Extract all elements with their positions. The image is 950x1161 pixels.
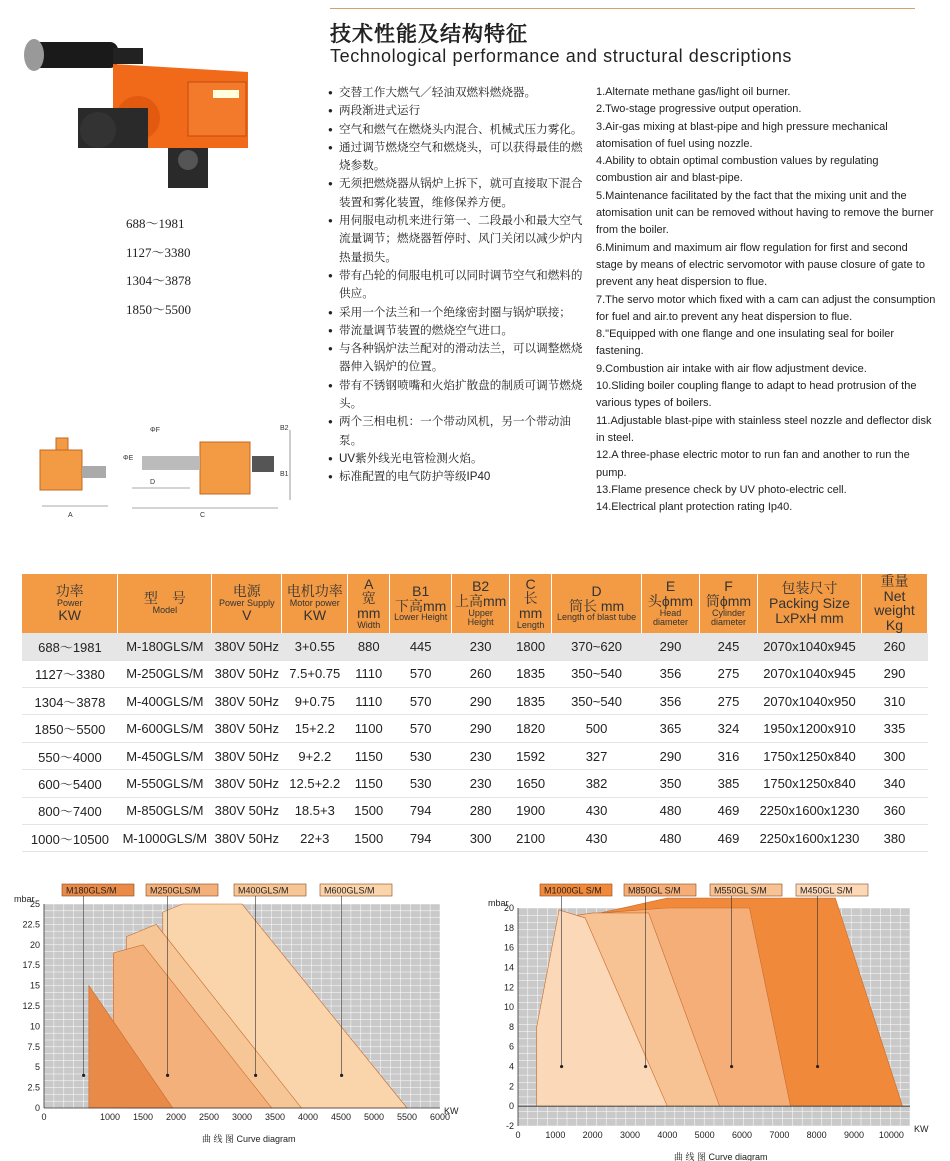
table-cell: 356 <box>642 660 700 687</box>
y-tick-label: 4 <box>508 1061 514 1072</box>
x-tick-label: 7000 <box>769 1130 790 1140</box>
legend-pointer-dot <box>644 1065 647 1068</box>
table-cell: 1900 <box>510 797 552 824</box>
curve-diagram-right <box>478 878 940 1161</box>
y-axis-label: mbar <box>488 898 509 908</box>
y-tick-label: 20 <box>503 903 514 913</box>
spec-header-en: Net weight <box>874 587 915 619</box>
legend-pointer-dot <box>82 1074 85 1077</box>
x-axis-label: KW <box>914 1124 929 1134</box>
table-cell: 480 <box>642 797 700 824</box>
table-cell: 350 <box>642 770 700 797</box>
spec-header-unit: Length <box>516 619 545 630</box>
table-cell: 1150 <box>348 742 390 769</box>
table-row <box>22 660 928 687</box>
table-cell: 290 <box>642 633 700 660</box>
table-cell: 430 <box>552 797 642 824</box>
table-cell: 880 <box>348 633 390 660</box>
spec-header-en: Model <box>152 605 178 615</box>
table-cell: 1750x1250x840 <box>757 770 861 797</box>
feature-cn-item: ● 带有不锈钢喷嘴和火焰扩散盘的制质可调节燃烧头。 <box>328 377 590 414</box>
x-tick-label: 4000 <box>657 1130 678 1140</box>
x-tick-label: 4500 <box>330 1112 352 1122</box>
table-cell: 530 <box>390 770 452 797</box>
dim-label-b1: B1 <box>280 471 289 478</box>
table-cell: 688～1981 <box>22 633 118 660</box>
x-tick-label: 6000 <box>731 1130 753 1140</box>
table-cell: 500 <box>552 715 642 742</box>
table-cell: M-1000GLS/M <box>118 824 212 851</box>
table-cell: 2250x1600x1230 <box>757 824 861 851</box>
table-cell: 1500 <box>348 797 390 824</box>
spec-header-cell <box>390 574 452 633</box>
table-cell: 280 <box>452 797 510 824</box>
table-cell: 335 <box>861 715 927 742</box>
dim-label-d: D <box>150 479 156 486</box>
table-cell: 12.5+2.2 <box>282 770 348 797</box>
x-tick-label: 5500 <box>396 1112 418 1122</box>
feature-en-item: 3.Air-gas mixing at blast-pipe and high pressure mechanical atomisation of fuel using nozzle. <box>596 120 888 150</box>
spec-header-cn: C <box>525 575 536 592</box>
y-axis-label: mbar <box>14 894 35 904</box>
y-tick-label: 6 <box>508 1041 514 1052</box>
table-cell: M-600GLS/M <box>118 715 212 742</box>
feature-cn-item: ● 带流量调节装置的燃烧空气进口。 <box>328 322 590 340</box>
spec-header-cn: E <box>665 578 676 595</box>
legend-pointer-dot <box>730 1065 733 1068</box>
spec-header-unit: KW <box>58 607 81 624</box>
table-cell: 2100 <box>510 824 552 851</box>
spec-header-cell <box>282 574 348 633</box>
y-tick-label: 2 <box>508 1081 514 1092</box>
table-cell: 469 <box>700 797 758 824</box>
x-tick-label: 10000 <box>878 1130 904 1140</box>
table-cell: 275 <box>700 660 758 687</box>
dim-label-phi-f: ΦF <box>150 427 160 434</box>
x-tick-label: 3500 <box>264 1112 286 1122</box>
y-tick-label: 16 <box>503 942 514 953</box>
table-cell: 9+0.75 <box>282 688 348 715</box>
table-cell: 794 <box>390 824 452 851</box>
y-tick-label: 10 <box>503 1002 514 1013</box>
spec-header-en: 长mm <box>518 590 543 621</box>
spec-header-unit: KW <box>303 607 327 624</box>
feature-en-item: 10.Sliding boiler coupling flange to adapt to head protrusion of the various types of boilers. <box>596 380 917 410</box>
spec-header-en: 筒ϕmm <box>705 592 752 609</box>
table-cell: 1110 <box>348 660 390 687</box>
table-cell: 1592 <box>510 742 552 769</box>
table-cell: 1127～3380 <box>22 660 118 687</box>
spec-header-row <box>22 574 928 633</box>
spec-header-cell <box>700 574 758 633</box>
table-cell: 1835 <box>510 688 552 715</box>
feature-en-item: 9.Combustion air intake with air flow adjustment device. <box>596 362 867 375</box>
feature-cn-item: ● 用伺服电动机来进行第一、二段最小和最大空气流量调节；燃烧器暂停时、风门关闭以减少炉内热量损失。 <box>328 212 590 267</box>
legend-pointer-dot <box>560 1065 563 1068</box>
table-cell: 300 <box>861 742 927 769</box>
table-cell: 1000～10500 <box>22 824 118 851</box>
table-cell: 570 <box>390 688 452 715</box>
spec-header-cn: A <box>364 575 374 592</box>
table-cell: 15+2.2 <box>282 715 348 742</box>
table-cell: 365 <box>642 715 700 742</box>
spec-header-cell <box>642 574 700 633</box>
spec-header-unit: LxPxH mm <box>775 609 844 626</box>
y-tick-label: 7.5 <box>27 1041 40 1052</box>
spec-header-cell <box>757 574 861 633</box>
table-cell: 600～5400 <box>22 770 118 797</box>
spec-header-unit: Kg <box>885 617 904 634</box>
y-tick-label: 10 <box>29 1021 40 1032</box>
x-tick-label: 0 <box>41 1112 47 1122</box>
y-tick-label: 18 <box>503 922 514 933</box>
chart-caption: 曲 线 图 Curve diagram <box>674 1152 768 1161</box>
table-cell: 1650 <box>510 770 552 797</box>
table-cell: 2070x1040x945 <box>757 660 861 687</box>
table-cell: 324 <box>700 715 758 742</box>
table-row <box>22 824 928 851</box>
spec-header-cn: F <box>724 578 733 595</box>
feature-en-item: 2.Two-stage progressive output operation. <box>596 103 802 116</box>
table-cell: 260 <box>861 633 927 660</box>
legend-label: M400GLS/M <box>238 885 289 896</box>
feature-cn-item: ● 空气和燃气在燃烧头内混合、机械式压力雾化。 <box>328 121 590 139</box>
table-cell: 380V 50Hz <box>212 660 282 687</box>
top-rule <box>330 8 915 9</box>
table-cell: 570 <box>390 715 452 742</box>
table-row <box>22 688 928 715</box>
legend-label: M450GL S/M <box>800 885 853 896</box>
table-cell: 260 <box>452 660 510 687</box>
legend-label: M550GL S/M <box>714 885 767 896</box>
table-row <box>22 770 928 797</box>
curve-diagram-left <box>14 878 468 1150</box>
dimension-drawing <box>20 420 300 520</box>
table-cell: 1100 <box>348 715 390 742</box>
legend-label: M250GLS/M <box>150 885 201 896</box>
x-axis-label: KW <box>444 1106 459 1116</box>
power-range-2: 1127～3380 <box>126 244 191 260</box>
table-cell: 430 <box>552 824 642 851</box>
table-cell: 1304～3878 <box>22 688 118 715</box>
table-cell: 380V 50Hz <box>212 797 282 824</box>
table-row <box>22 715 928 742</box>
legend-label: M1000GL S/M <box>544 885 602 896</box>
spec-header-unit: Length of blast tube <box>557 612 637 623</box>
spec-header-cell <box>552 574 642 633</box>
features-en-list <box>596 84 936 516</box>
y-tick-label: 25 <box>29 899 40 909</box>
spec-table <box>22 574 928 852</box>
dim-label-b2: B2 <box>280 425 289 432</box>
spec-header-cn: B2 <box>472 578 490 595</box>
spec-header-cell <box>22 574 118 633</box>
table-cell: M-850GLS/M <box>118 797 212 824</box>
table-cell: 370~620 <box>552 633 642 660</box>
table-cell: 469 <box>700 824 758 851</box>
table-cell: 380V 50Hz <box>212 715 282 742</box>
table-cell: 380V 50Hz <box>212 688 282 715</box>
title-cn: 技术性能及结构特征 <box>330 23 528 46</box>
spec-header-en: 上高mm <box>454 592 507 609</box>
table-cell: 7.5+0.75 <box>282 660 348 687</box>
dim-label-phi-e: ΦE <box>123 455 134 462</box>
table-cell: 230 <box>452 633 510 660</box>
spec-header-cn: 电源 <box>232 582 261 599</box>
table-cell: M-450GLS/M <box>118 742 212 769</box>
spec-header-unit: Upper Height <box>467 607 494 628</box>
y-tick-label: 15 <box>29 980 40 991</box>
table-row <box>22 797 928 824</box>
y-tick-label: 0 <box>508 1101 514 1112</box>
x-tick-label: 5000 <box>694 1130 715 1140</box>
feature-cn-item: ● 与各种锅炉法兰配对的滑动法兰，可以调整燃烧器伸入锅炉的位置。 <box>328 340 590 377</box>
table-cell: 340 <box>861 770 927 797</box>
table-cell: M-180GLS/M <box>118 633 212 660</box>
feature-cn-item: ● 两个三相电机：一个带动风机，另一个带动油泵。 <box>328 413 590 450</box>
table-cell: 18.5+3 <box>282 797 348 824</box>
table-cell: 1110 <box>348 688 390 715</box>
feature-en-item: 11.Adjustable blast-pipe with stainless steel nozzle and deflector disk in steel. <box>596 414 932 444</box>
feature-cn-item: ● 通过调节燃烧空气和燃烧头，可以获得最佳的燃烧参数。 <box>328 139 590 176</box>
spec-header-cell <box>348 574 390 633</box>
feature-en-item: 12.A three-phase electric motor to run fan and another to run the pump. <box>596 449 910 479</box>
spec-header-cell <box>212 574 282 633</box>
table-cell: 570 <box>390 660 452 687</box>
spec-header-cn: B1 <box>412 582 430 599</box>
feature-cn-item: ● 两段渐进式运行 <box>328 102 590 120</box>
feature-cn-item: ● 采用一个法兰和一个绝缘密封圈与锅炉联接； <box>328 304 590 322</box>
y-tick-label: 14 <box>503 962 514 973</box>
table-cell: M-250GLS/M <box>118 660 212 687</box>
table-cell: 1850～5500 <box>22 715 118 742</box>
table-cell: 316 <box>700 742 758 769</box>
table-cell: 380V 50Hz <box>212 770 282 797</box>
x-tick-label: 1000 <box>545 1130 566 1140</box>
y-tick-label: 17.5 <box>22 960 40 971</box>
feature-en-item: 5.Maintenance facilitated by the fact that the mixing unit and the atomisation unit can be removed without having to remove the burner from the boiler. <box>596 189 934 237</box>
spec-header-cell <box>452 574 510 633</box>
spec-header-en: 下高mm <box>395 597 447 614</box>
spec-header-cell <box>861 574 927 633</box>
table-cell: 290 <box>861 660 927 687</box>
table-cell: 382 <box>552 770 642 797</box>
legend-pointer-dot <box>166 1074 169 1077</box>
table-cell: 380V 50Hz <box>212 824 282 851</box>
table-cell: 380 <box>861 824 927 851</box>
spec-header-cn: 型 号 <box>143 590 186 607</box>
x-tick-label: 6000 <box>429 1112 451 1122</box>
table-row <box>22 742 928 769</box>
table-cell: 230 <box>452 742 510 769</box>
table-cell: 350~540 <box>552 660 642 687</box>
spec-header-en: 筒长 mm <box>568 597 625 614</box>
x-tick-label: 3000 <box>619 1130 641 1140</box>
table-cell: 2070x1040x945 <box>757 633 861 660</box>
spec-header-cn: D <box>591 582 602 599</box>
table-cell: 2250x1600x1230 <box>757 797 861 824</box>
y-tick-label: 0 <box>34 1103 40 1113</box>
spec-header-en: 宽 mm <box>357 590 381 621</box>
feature-cn-item: ● 带有凸轮的伺服电机可以同时调节空气和燃料的供应。 <box>328 267 590 304</box>
spec-header-unit: V <box>242 607 252 624</box>
table-row <box>22 633 928 660</box>
table-cell: 327 <box>552 742 642 769</box>
feature-en-item: 4.Ability to obtain optimal combustion values by regulating combustion air and blast-pipe. <box>596 155 879 185</box>
power-range-list <box>126 210 191 324</box>
spec-header-cn: 重量 <box>880 573 909 589</box>
table-cell: 1500 <box>348 824 390 851</box>
table-cell: M-400GLS/M <box>118 688 212 715</box>
table-cell: 300 <box>452 824 510 851</box>
spec-header-unit: Cylinder diameter <box>710 607 746 628</box>
x-tick-label: 0 <box>515 1130 521 1140</box>
y-tick-label: -2 <box>505 1121 514 1131</box>
table-cell: 245 <box>700 633 758 660</box>
spec-header-cell <box>510 574 552 633</box>
spec-header-en: Power Supply <box>219 597 275 608</box>
spec-header-en: Motor power <box>289 597 340 608</box>
x-tick-label: 1500 <box>132 1112 154 1122</box>
burner-photo <box>18 38 258 198</box>
feature-cn-item: ● 交替工作大燃气／轻油双燃料燃烧器。 <box>328 84 590 102</box>
table-cell: 290 <box>642 742 700 769</box>
spec-header-unit: Lower Height <box>394 612 448 623</box>
table-cell: 380V 50Hz <box>212 742 282 769</box>
table-cell: 310 <box>861 688 927 715</box>
table-cell: 290 <box>452 715 510 742</box>
feature-en-item: 14.Electrical plant protection rating Ip40. <box>596 501 793 514</box>
table-cell: 9+2.2 <box>282 742 348 769</box>
spec-header-cn: 电机功率 <box>286 582 343 599</box>
feature-cn-item: ● UV紫外线光电管检测火焰。 <box>328 450 590 468</box>
y-tick-label: 8 <box>508 1021 514 1032</box>
table-cell: 275 <box>700 688 758 715</box>
spec-header-en: 头ϕmm <box>647 592 694 609</box>
table-cell: 385 <box>700 770 758 797</box>
spec-header-unit: Width <box>357 619 381 630</box>
table-cell: 356 <box>642 688 700 715</box>
x-tick-label: 2000 <box>165 1112 187 1122</box>
table-cell: 1800 <box>510 633 552 660</box>
table-cell: 445 <box>390 633 452 660</box>
legend-pointer-dot <box>816 1065 819 1068</box>
legend-label: M850GL S/M <box>628 885 681 896</box>
spec-header-cn: 包装尺寸 <box>781 580 838 597</box>
table-cell: 2070x1040x950 <box>757 688 861 715</box>
legend-label: M600GLS/M <box>324 885 375 896</box>
table-cell: 1150 <box>348 770 390 797</box>
table-cell: M-550GLS/M <box>118 770 212 797</box>
x-tick-label: 4000 <box>297 1112 319 1122</box>
table-cell: 360 <box>861 797 927 824</box>
power-range-3: 1304～3878 <box>126 273 192 288</box>
feature-cn-item: ● 标准配置的电气防护等级IP40 <box>328 468 590 486</box>
y-tick-label: 22.5 <box>22 919 40 930</box>
table-cell: 22+3 <box>282 824 348 851</box>
x-tick-label: 2000 <box>582 1130 603 1140</box>
table-cell: 480 <box>642 824 700 851</box>
table-cell: 530 <box>390 742 452 769</box>
spec-header-en: Packing Size <box>768 595 850 612</box>
feature-en-item: 7.The servo motor which fixed with a cam can adjust the consumption for fuel and air.to prevent any heat dispersion to flue. <box>596 293 936 323</box>
spec-body <box>22 633 928 852</box>
dim-label-c: C <box>200 512 206 519</box>
feature-cn-item: ● 无须把燃烧器从锅炉上拆下，就可直接取下混合装置和雾化装置，维修保养方便。 <box>328 175 590 212</box>
legend-pointer-dot <box>340 1074 343 1077</box>
table-cell: 230 <box>452 770 510 797</box>
feature-en-item: 6.Minimum and maximum air flow regulation for first and second stage by means of electric servomotor with pause closure of gate to prevent any heat dispersion to flue. <box>596 241 925 289</box>
table-cell: 550～4000 <box>22 742 118 769</box>
table-cell: 380V 50Hz <box>212 633 282 660</box>
spec-header-cell <box>118 574 212 633</box>
power-range-1: 688～1981 <box>126 216 185 231</box>
y-tick-label: 12.5 <box>22 1001 40 1011</box>
table-cell: 800～7400 <box>22 797 118 824</box>
x-tick-label: 5000 <box>363 1112 385 1122</box>
spec-header-unit: Head diameter <box>653 607 689 628</box>
chart-caption: 曲 线 图 Curve diagram <box>202 1134 296 1144</box>
power-range-4: 1850～5500 <box>126 301 192 317</box>
x-tick-label: 1000 <box>99 1112 121 1122</box>
feature-en-item: 8."Equipped with one flange and one insulating seal for boiler fastening. <box>596 328 895 358</box>
x-tick-label: 9000 <box>843 1130 865 1140</box>
legend-label: M180GLS/M <box>66 885 117 896</box>
x-tick-label: 3000 <box>231 1112 253 1122</box>
table-cell: 1835 <box>510 660 552 687</box>
table-cell: 1950x1200x910 <box>757 715 861 742</box>
table-cell: 1820 <box>510 715 552 742</box>
table-cell: 3+0.55 <box>282 633 348 660</box>
x-tick-label: 8000 <box>806 1130 827 1140</box>
title-en: Technological performance and structural descriptions <box>330 46 793 66</box>
spec-header-cn: 功率 <box>55 582 84 599</box>
y-tick-label: 12 <box>503 982 514 993</box>
table-cell: 290 <box>452 688 510 715</box>
x-tick-label: 2500 <box>198 1112 220 1122</box>
y-tick-label: 2.5 <box>27 1082 40 1093</box>
legend-pointer-dot <box>254 1074 257 1077</box>
features-cn-list <box>328 84 590 487</box>
spec-header-en: Power <box>56 597 83 608</box>
dim-label-a: A <box>68 512 73 519</box>
table-cell: 350~540 <box>552 688 642 715</box>
feature-en-item: 1.Alternate methane gas/light oil burner. <box>596 86 791 98</box>
y-tick-label: 20 <box>29 939 40 950</box>
table-cell: 794 <box>390 797 452 824</box>
feature-en-item: 13.Flame presence check by UV photo-electric cell. <box>596 483 847 496</box>
y-tick-label: 5 <box>34 1062 40 1073</box>
table-cell: 1750x1250x840 <box>757 742 861 769</box>
